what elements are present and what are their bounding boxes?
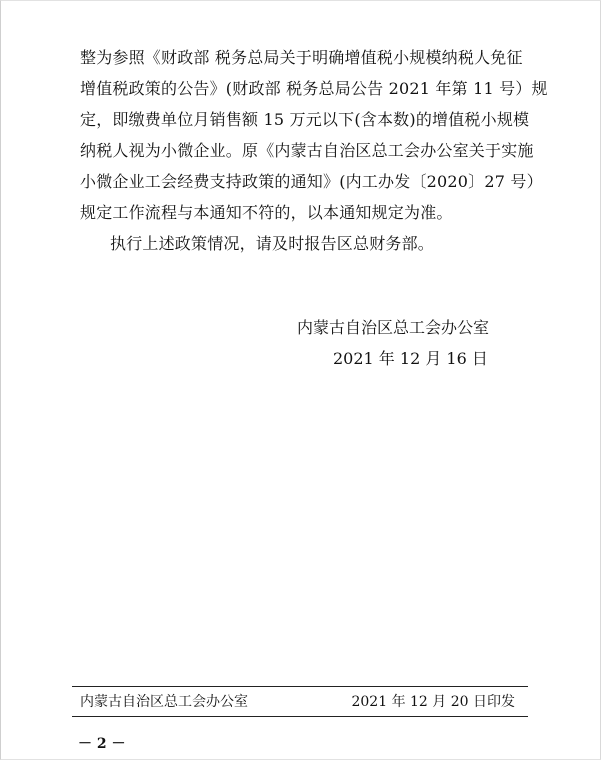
page-number: － 2 － [78,736,126,752]
footer-divider-bottom [72,716,528,717]
body-paragraph-closing: 执行上述政策情况，请及时报告区总财务部。 [110,234,435,253]
footer-organization: 内蒙古自治区总工会办公室 [80,694,248,710]
body-line: 规定工作流程与本通知不符的，以本通知规定为准。 [80,203,453,222]
footer-divider-top [72,686,528,687]
body-line: 整为参照《财政部 税务总局关于明确增值税小规模纳税人免征 [80,48,523,67]
body-line: 定，即缴费单位月销售额 15 万元以下(含本数)的增值税小规模 [80,110,530,129]
document-body [80,42,548,259]
footer-print-date: 2021 年 12 月 20 日印发 [351,694,515,710]
body-line: 增值税政策的公告》(财政部 税务总局公告 2021 年第 11 号）规 [80,79,548,98]
body-line: 纳税人视为小微企业。原《内蒙古自治区总工会办公室关于实施 [80,141,534,160]
signoff-block [297,312,489,374]
body-line: 小微企业工会经费支持政策的通知》(内工办发〔2020〕27 号） [80,172,543,191]
signoff-organization: 内蒙古自治区总工会办公室 [297,318,490,337]
signoff-date: 2021 年 12 月 16 日 [333,349,488,368]
